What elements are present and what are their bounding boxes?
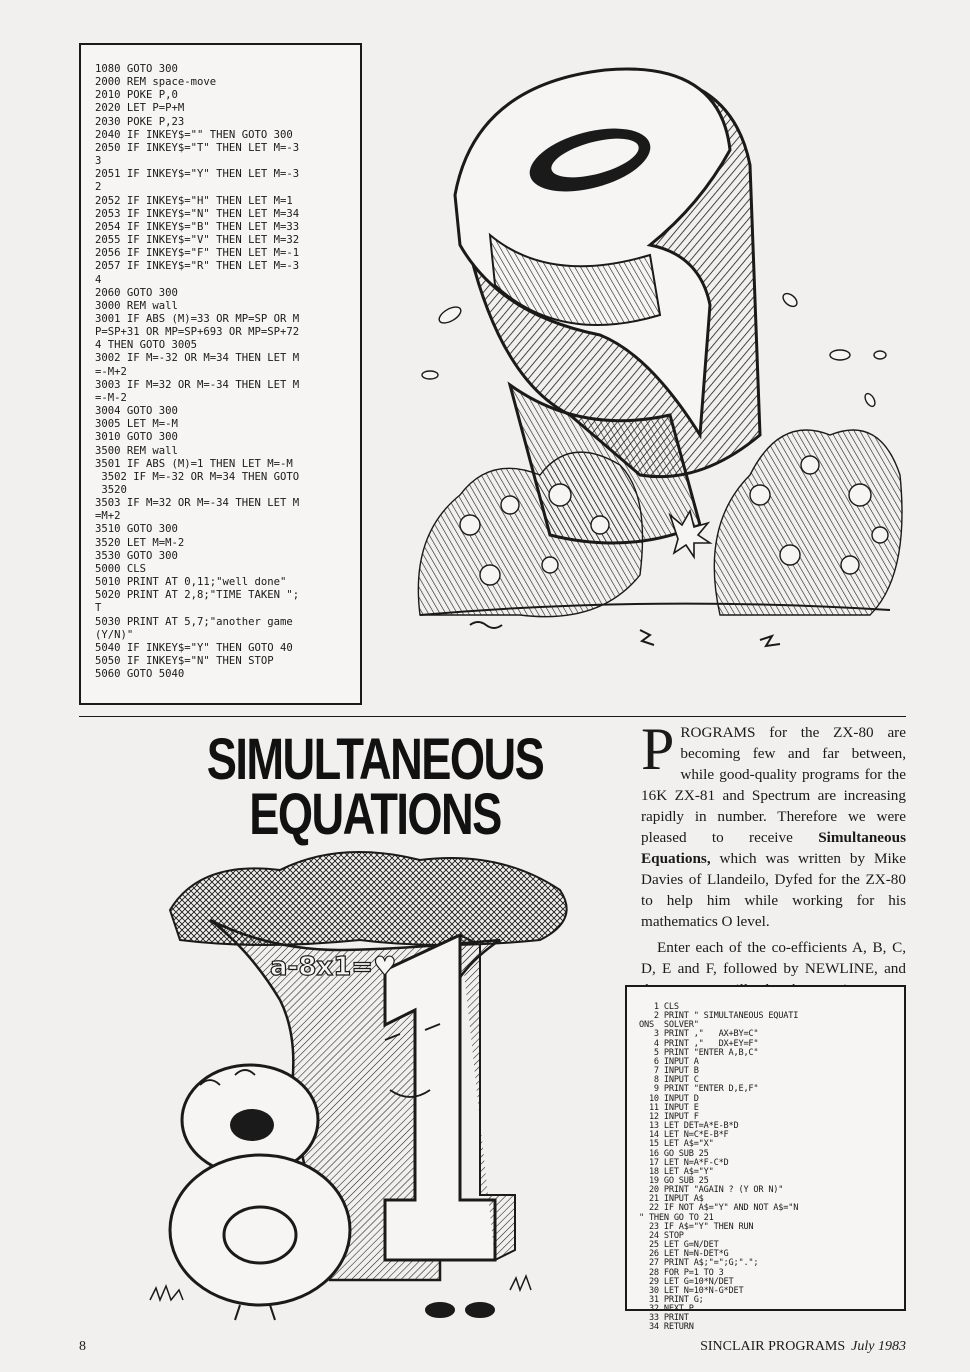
code-line: 30 LET N=10*N-G*DET	[639, 1285, 744, 1296]
code-line: 2020 LET P=P+M	[95, 102, 185, 115]
code-line: 5000 CLS	[95, 562, 147, 575]
headline-line-2: EQUATIONS	[249, 782, 501, 847]
code-line: 32 NEXT P	[639, 1304, 694, 1315]
code-line: 2057 IF INKEY$="R" THEN LET M=-3	[95, 260, 300, 273]
code-line: 6 INPUT A	[639, 1056, 699, 1067]
code-line: ONS SOLVER"	[639, 1020, 699, 1031]
code-line: 4	[95, 273, 102, 286]
tree-81-illustration	[140, 840, 600, 1330]
code-line: 5030 PRINT AT 5,7;"another game	[95, 615, 293, 628]
code-line: 31 PRINT G;	[639, 1295, 704, 1305]
code-line: 3502 IF M=-32 OR M=34 THEN GOTO	[95, 470, 300, 483]
section-divider	[79, 716, 906, 717]
issue-date: July 1983	[851, 1339, 906, 1354]
code-line: 5020 PRINT AT 2,8;"TIME TAKEN ";	[95, 589, 300, 602]
code-line: 2 PRINT " SIMULTANEOUS EQUATI	[639, 1011, 799, 1022]
code-line: P=SP+31 OR MP=SP+693 OR MP=SP+72	[95, 326, 300, 339]
code-line: 25 LET G=N/DET	[639, 1240, 719, 1251]
code-line: 13 LET DET=A*E-B*D	[639, 1121, 739, 1132]
article-paragraph-1: PROGRAMS for the ZX-80 are becoming few and far between, while good-quality programs for the 16K ZX-81 and Spectrum are increasing rapidly in number. Therefore we were pleased to receive Simultaneous Equations, which was written by Mike Davies of Llandeilo, Dyfed for the ZX-80 to help him while working for his mathematics O level.	[641, 716, 906, 930]
code-line: 3501 IF ABS (M)=1 THEN LET M=-M	[95, 457, 293, 470]
footer-masthead	[700, 1339, 906, 1355]
code-line: 2054 IF INKEY$="B" THEN LET M=33	[95, 220, 300, 233]
drop-cap: P	[641, 716, 675, 782]
code-line: =M+2	[95, 510, 121, 523]
code-line: 3500 REM wall	[95, 444, 178, 457]
magazine-name: SINCLAIR PROGRAMS	[700, 1339, 846, 1354]
code-line: 18 LET A$="Y"	[639, 1166, 714, 1177]
code-listing-equation-solver	[625, 985, 906, 1333]
code-line: =-M+2	[95, 365, 127, 378]
code-line: " THEN GO TO 21	[639, 1212, 714, 1223]
code-line: 34 RETURN	[639, 1322, 694, 1333]
code-line: 2000 REM space-move	[95, 76, 217, 89]
code-line: (Y/N)"	[95, 628, 134, 641]
code-line: 3000 REM wall	[95, 299, 178, 312]
code-line: 2053 IF INKEY$="N" THEN LET M=34	[95, 207, 300, 220]
code-line: 22 IF NOT A$="Y" AND NOT A$="N	[639, 1203, 799, 1214]
code-line: 16 GO SUB 25	[639, 1148, 709, 1159]
code-line: 27 PRINT A$;"=";G;".";	[639, 1258, 759, 1269]
code-line: 3002 IF M=-32 OR M=34 THEN LET M	[95, 352, 300, 365]
code-line: 5050 IF INKEY$="N" THEN STOP	[95, 655, 274, 668]
code-line: 3503 IF M=32 OR M=-34 THEN LET M	[95, 497, 300, 510]
code-line: 23 IF A$="Y" THEN RUN	[639, 1221, 754, 1232]
code-line: 3	[95, 155, 102, 168]
code-line: 2060 GOTO 300	[95, 286, 178, 299]
code-line: 14 LET N=C*E-B*F	[639, 1130, 729, 1141]
code-line: 20 PRINT "AGAIN ? (Y OR N)"	[639, 1185, 784, 1196]
nine-illustration	[400, 55, 910, 655]
code-line: 3510 GOTO 300	[95, 523, 178, 536]
program-title: Simultaneous Equations,	[641, 829, 906, 867]
code-line: 10 INPUT D	[639, 1093, 699, 1104]
code-line: 28 FOR P=1 TO 3	[639, 1267, 724, 1278]
code-line: 5060 GOTO 5040	[95, 668, 185, 681]
code-line: 12 INPUT F	[639, 1111, 699, 1122]
code-line: 3520	[95, 484, 127, 496]
code-line: 5 PRINT "ENTER A,B,C"	[639, 1047, 759, 1058]
code-line: 1 CLS	[639, 1002, 679, 1012]
code-line: 17 LET N=A*F-C*D	[639, 1157, 729, 1168]
code-line: 19 GO SUB 25	[639, 1175, 709, 1186]
code-line: 8 INPUT C	[639, 1075, 699, 1086]
tree-scrawl: a-8x1=♥	[270, 952, 397, 982]
code-line: 3520 LET M=M-2	[95, 536, 185, 549]
code-line: 3530 GOTO 300	[95, 549, 178, 562]
code-line: 3003 IF M=32 OR M=-34 THEN LET M	[95, 378, 300, 391]
code-line: 21 INPUT A$	[639, 1194, 704, 1205]
code-line: 2050 IF INKEY$="T" THEN LET M=-3	[95, 141, 300, 154]
code-listing-space-move	[79, 43, 362, 705]
code-line: 2010 POKE P,0	[95, 89, 178, 102]
code-line: 4 PRINT ," DX+EY=F"	[639, 1038, 759, 1049]
code-line: 3010 GOTO 300	[95, 431, 178, 444]
code-line: 1080 GOTO 300	[95, 63, 178, 75]
article-body	[641, 716, 906, 1000]
code-line: 2056 IF INKEY$="F" THEN LET M=-1	[95, 247, 300, 260]
code-line: 2040 IF INKEY$="" THEN GOTO 300	[95, 128, 293, 141]
code-line: 2030 POKE P,23	[95, 115, 185, 128]
code-line: 24 STOP	[639, 1230, 684, 1241]
code-line: 3004 GOTO 300	[95, 405, 178, 418]
code-line: 15 LET A$="X"	[639, 1139, 714, 1150]
article-paragraph-2: Enter each of the co-efficients A, B, C, D, E and F, followed by NEWLINE, and	[641, 939, 906, 977]
code-line: 26 LET N=N-DET*G	[639, 1249, 729, 1260]
code-line: T	[95, 602, 102, 615]
code-line: =-M-2	[95, 391, 127, 404]
code-line: 9 PRINT "ENTER D,E,F"	[639, 1084, 759, 1095]
code-line: 3001 IF ABS (M)=33 OR MP=SP OR M	[95, 312, 300, 325]
code-line: 29 LET G=10*N/DET	[639, 1276, 734, 1287]
code-line: 2052 IF INKEY$="H" THEN LET M=1	[95, 194, 293, 207]
code-line: 5010 PRINT AT 0,11;"well done"	[95, 576, 287, 589]
code-line: 3 PRINT ," AX+BY=C"	[639, 1029, 759, 1040]
code-line: 4 THEN GOTO 3005	[95, 339, 198, 352]
code-line: 2051 IF INKEY$="Y" THEN LET M=-3	[95, 168, 300, 181]
page-number: 8	[79, 1339, 86, 1354]
code-line: 3005 LET M=-M	[95, 418, 178, 431]
code-line: 11 INPUT E	[639, 1102, 699, 1113]
code-line: 2	[95, 181, 102, 194]
headline-line-1: SIMULTANEOUS	[206, 727, 544, 792]
code-line: 33 PRINT	[639, 1313, 689, 1324]
code-line: 2055 IF INKEY$="V" THEN LET M=32	[95, 234, 300, 247]
code-line: 7 INPUT B	[639, 1066, 699, 1077]
code-line: 5040 IF INKEY$="Y" THEN GOTO 40	[95, 641, 293, 654]
